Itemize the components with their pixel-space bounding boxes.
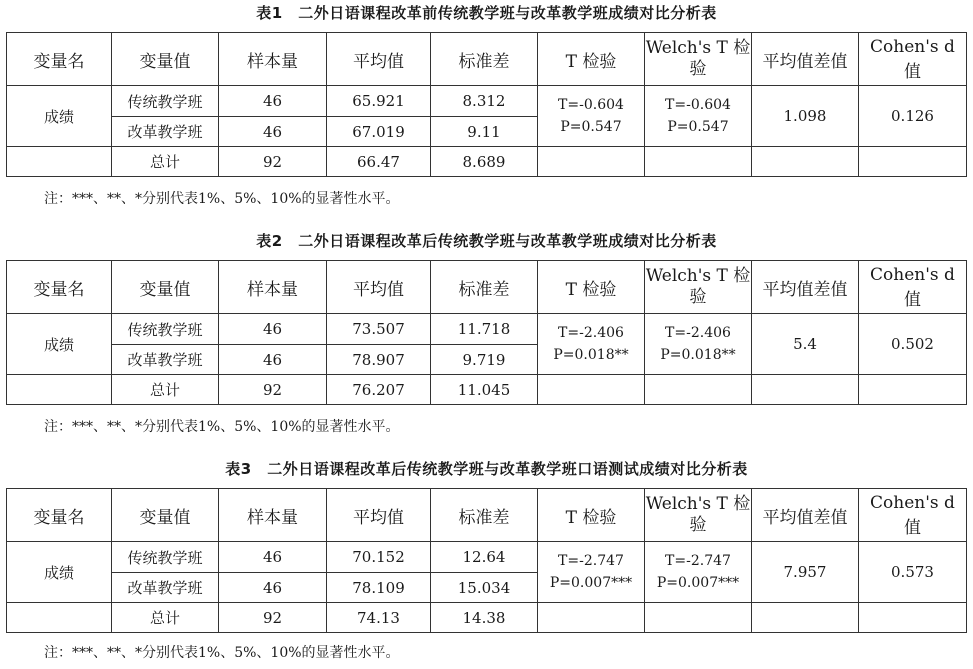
table-row	[7, 603, 967, 633]
p-value: P=0.007***	[656, 575, 740, 591]
header-cell: 标准差	[431, 33, 538, 86]
n-cell: 46	[219, 542, 327, 573]
header-cell: 平均值	[327, 33, 431, 86]
header-cell: Cohen's d 值	[859, 489, 967, 542]
group-cell: 改革教学班	[112, 117, 219, 147]
empty-cell	[859, 375, 967, 405]
table-note: 注：***、**、*分别代表1%、5%、10%的显著性水平。	[44, 191, 400, 207]
welch-test-cell	[645, 314, 752, 375]
group-cell: 改革教学班	[112, 345, 219, 375]
empty-cell	[752, 375, 859, 405]
empty-cell	[7, 147, 112, 177]
sd-cell: 15.034	[431, 573, 538, 603]
table-row	[7, 147, 967, 177]
sd-cell: 8.689	[431, 147, 538, 177]
header-cell: 平均值差值	[752, 489, 859, 542]
header-row	[7, 489, 967, 542]
p-value: P=0.547	[667, 119, 729, 135]
header-cell: 样本量	[219, 261, 327, 314]
empty-cell	[859, 147, 967, 177]
welch-test-cell	[645, 542, 752, 603]
t-value: T=-0.604	[558, 97, 624, 113]
variable-name-cell: 成绩	[7, 542, 112, 603]
mean-cell: 78.109	[327, 573, 431, 603]
empty-cell	[7, 603, 112, 633]
empty-cell	[645, 603, 752, 633]
header-cell: 平均值	[327, 489, 431, 542]
mean-cell: 67.019	[327, 117, 431, 147]
stats-table	[6, 488, 967, 633]
group-cell: 改革教学班	[112, 573, 219, 603]
mean-diff-cell: 1.098	[752, 86, 859, 147]
sd-cell: 12.64	[431, 542, 538, 573]
mean-cell: 66.47	[327, 147, 431, 177]
n-cell: 92	[219, 147, 327, 177]
sd-cell: 9.719	[431, 345, 538, 375]
header-cell: Cohen's d 值	[859, 33, 967, 86]
sd-cell: 14.38	[431, 603, 538, 633]
header-cell: 标准差	[431, 261, 538, 314]
mean-cell: 73.507	[327, 314, 431, 345]
table-title: 表3 二外日语课程改革后传统教学班与改革教学班口语测试成绩对比分析表	[225, 460, 748, 478]
group-cell: 传统教学班	[112, 314, 219, 345]
header-cell: 变量值	[112, 489, 219, 542]
mean-cell: 78.907	[327, 345, 431, 375]
header-cell: T 检验	[538, 261, 645, 314]
empty-cell	[859, 603, 967, 633]
header-cell: Cohen's d 值	[859, 261, 967, 314]
group-cell: 传统教学班	[112, 542, 219, 573]
table-row	[7, 314, 967, 345]
n-cell: 46	[219, 117, 327, 147]
empty-cell	[538, 147, 645, 177]
empty-cell	[645, 375, 752, 405]
stats-table	[6, 260, 967, 405]
n-cell: 46	[219, 314, 327, 345]
header-cell: Welch's T 检验	[645, 489, 752, 542]
mean-diff-cell: 5.4	[752, 314, 859, 375]
header-row	[7, 261, 967, 314]
header-cell: 标准差	[431, 489, 538, 542]
table-1-section	[0, 0, 973, 207]
header-cell: Welch's T 检验	[645, 261, 752, 314]
group-cell: 总计	[112, 603, 219, 633]
table-3-section	[0, 456, 973, 661]
header-cell: 变量值	[112, 261, 219, 314]
mean-diff-cell: 7.957	[752, 542, 859, 603]
table-row	[7, 542, 967, 573]
t-value: T=-2.747	[558, 553, 624, 569]
mean-cell: 65.921	[327, 86, 431, 117]
header-cell: 样本量	[219, 33, 327, 86]
sd-cell: 11.718	[431, 314, 538, 345]
header-cell: 样本量	[219, 489, 327, 542]
header-cell: 变量名	[7, 489, 112, 542]
t-value: T=-2.406	[558, 325, 624, 341]
mean-cell: 70.152	[327, 542, 431, 573]
t-value: T=-2.406	[665, 325, 731, 341]
header-cell: 平均值差值	[752, 33, 859, 86]
p-value: P=0.007***	[549, 575, 633, 591]
t-value: T=-2.747	[665, 553, 731, 569]
table-2-section	[0, 228, 973, 435]
group-cell: 传统教学班	[112, 86, 219, 117]
t-test-cell	[538, 314, 645, 375]
table-note: 注：***、**、*分别代表1%、5%、10%的显著性水平。	[44, 419, 400, 435]
p-value: P=0.018**	[553, 347, 629, 363]
group-cell: 总计	[112, 147, 219, 177]
sd-cell: 8.312	[431, 86, 538, 117]
p-value: P=0.547	[560, 119, 622, 135]
header-row	[7, 33, 967, 86]
welch-test-cell	[645, 86, 752, 147]
sd-cell: 11.045	[431, 375, 538, 405]
header-cell: Welch's T 检验	[645, 33, 752, 86]
mean-cell: 76.207	[327, 375, 431, 405]
table-title: 表1 二外日语课程改革前传统教学班与改革教学班成绩对比分析表	[256, 4, 717, 22]
cohens-d-cell: 0.126	[859, 86, 967, 147]
t-test-cell	[538, 86, 645, 147]
group-cell: 总计	[112, 375, 219, 405]
table-row	[7, 375, 967, 405]
n-cell: 46	[219, 573, 327, 603]
empty-cell	[538, 375, 645, 405]
header-cell: 变量名	[7, 261, 112, 314]
header-cell: 变量值	[112, 33, 219, 86]
empty-cell	[645, 147, 752, 177]
empty-cell	[7, 375, 112, 405]
n-cell: 46	[219, 345, 327, 375]
header-cell: T 检验	[538, 33, 645, 86]
t-test-cell	[538, 542, 645, 603]
table-note: 注：***、**、*分别代表1%、5%、10%的显著性水平。	[44, 645, 400, 661]
sd-cell: 9.11	[431, 117, 538, 147]
mean-cell: 74.13	[327, 603, 431, 633]
cohens-d-cell: 0.502	[859, 314, 967, 375]
header-cell: 平均值	[327, 261, 431, 314]
empty-cell	[538, 603, 645, 633]
n-cell: 92	[219, 375, 327, 405]
header-cell: T 检验	[538, 489, 645, 542]
empty-cell	[752, 147, 859, 177]
header-cell: 变量名	[7, 33, 112, 86]
variable-name-cell: 成绩	[7, 314, 112, 375]
stats-table	[6, 32, 967, 177]
n-cell: 46	[219, 86, 327, 117]
variable-name-cell: 成绩	[7, 86, 112, 147]
table-title: 表2 二外日语课程改革后传统教学班与改革教学班成绩对比分析表	[256, 232, 717, 250]
table-row	[7, 86, 967, 117]
n-cell: 92	[219, 603, 327, 633]
p-value: P=0.018**	[660, 347, 736, 363]
cohens-d-cell: 0.573	[859, 542, 967, 603]
t-value: T=-0.604	[665, 97, 731, 113]
empty-cell	[752, 603, 859, 633]
header-cell: 平均值差值	[752, 261, 859, 314]
